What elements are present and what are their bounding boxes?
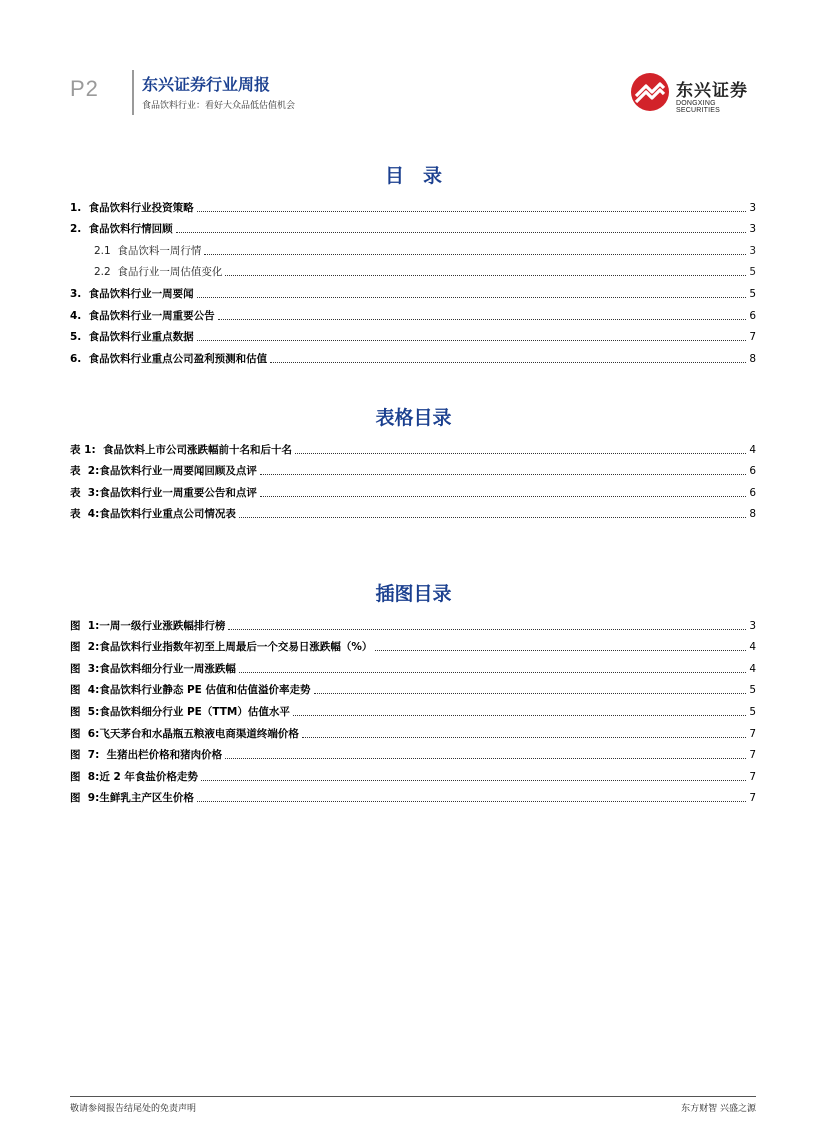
dot-leader: [218, 319, 747, 320]
toc-entry-title: 2.2 食品行业一周估值变化: [94, 266, 223, 279]
dot-leader: [201, 780, 746, 781]
figure-toc-entry[interactable]: [70, 611, 756, 633]
company-logo: [630, 72, 760, 116]
dot-leader: [302, 737, 746, 738]
toc-entry-page: 6: [749, 309, 756, 322]
toc-entry-title: 图 9:生鲜乳主产区生价格: [70, 792, 194, 805]
tables-toc-heading: 表格目录: [375, 407, 452, 429]
dot-leader: [375, 650, 746, 651]
toc-entry-title: 表 3:食品饮料行业一周重要公告和点评: [70, 486, 257, 499]
table-toc-entry[interactable]: [70, 478, 756, 500]
toc-entry[interactable]: [70, 344, 756, 366]
toc-entry-title: 图 1:一周一级行业涨跌幅排行榜: [70, 619, 226, 632]
header-divider: [132, 70, 134, 115]
footer-divider: [70, 1096, 756, 1097]
figure-toc-entry[interactable]: [70, 719, 756, 741]
report-subtitle: 食品饮料行业：看好大众品低估值机会: [142, 101, 296, 111]
logo-mark-icon: [630, 72, 670, 112]
dot-leader: [225, 758, 746, 759]
toc-entry-page: 7: [749, 749, 756, 762]
toc-entry-page: 3: [749, 244, 756, 257]
toc-entry-title: 图 5:食品饮料细分行业 PE（TTM）估值水平: [70, 705, 290, 718]
toc-subentry[interactable]: [70, 236, 756, 258]
toc-list: [70, 193, 756, 366]
toc-entry-title: 表 4:食品饮料行业重点公司情况表: [70, 508, 236, 521]
dot-leader: [197, 297, 747, 298]
toc-heading: 目 录: [384, 165, 442, 187]
dot-leader: [260, 474, 746, 475]
dot-leader: [260, 496, 746, 497]
dot-leader: [225, 275, 746, 276]
toc-entry-page: 3: [749, 619, 756, 632]
figure-toc-entry[interactable]: [70, 762, 756, 784]
page-header: [0, 0, 827, 130]
toc-entry-page: 7: [749, 792, 756, 805]
toc-entry-page: 8: [749, 352, 756, 365]
toc-entry-title: 图 3:食品饮料细分行业一周涨跌幅: [70, 662, 236, 675]
dot-leader: [270, 362, 746, 363]
toc-entry-page: 4: [749, 662, 756, 675]
dot-leader: [314, 693, 747, 694]
figure-toc-entry[interactable]: [70, 741, 756, 763]
toc-entry[interactable]: [70, 279, 756, 301]
dot-leader: [176, 232, 747, 233]
dot-leader: [239, 672, 746, 673]
tables-toc-list: [70, 435, 756, 521]
toc-entry-page: 8: [749, 508, 756, 521]
toc-entry-title: 图 2:食品饮料行业指数年初至上周最后一个交易日涨跌幅（%）: [70, 641, 373, 654]
toc-entry[interactable]: [70, 215, 756, 237]
table-toc-entry[interactable]: [70, 457, 756, 479]
figure-toc-entry[interactable]: [70, 697, 756, 719]
toc-entry[interactable]: [70, 323, 756, 345]
toc-entry-title: 图 6:飞天茅台和水晶瓶五粮液电商渠道终端价格: [70, 727, 299, 740]
dot-leader: [204, 254, 746, 255]
toc-entry-title: 6. 食品饮料行业重点公司盈利预测和估值: [70, 352, 268, 365]
toc-entry-title: 2.1 食品饮料一周行情: [94, 244, 202, 257]
dot-leader: [239, 517, 746, 518]
toc-entry-page: 5: [749, 705, 756, 718]
figures-toc-heading: 插图目录: [375, 583, 452, 605]
toc-entry-title: 1. 食品饮料行业投资策略: [70, 201, 194, 214]
table-toc-entry[interactable]: [70, 435, 756, 457]
figures-toc-list: [70, 611, 756, 805]
toc-entry-title: 图 7: 生猪出栏价格和猪肉价格: [70, 749, 223, 762]
table-toc-entry[interactable]: [70, 500, 756, 522]
toc-entry-title: 3. 食品饮料行业一周要闻: [70, 287, 194, 300]
toc-entry-page: 6: [749, 465, 756, 478]
toc-entry-title: 表 1: 食品饮料上市公司涨跌幅前十名和后十名: [70, 443, 292, 456]
page-number: P2: [70, 76, 99, 101]
toc-entry-title: 5. 食品饮料行业重点数据: [70, 331, 194, 344]
figure-toc-entry[interactable]: [70, 676, 756, 698]
toc-entry-title: 图 4:食品饮料行业静态 PE 估值和估值溢价率走势: [70, 684, 311, 697]
toc-entry-page: 3: [749, 223, 756, 236]
report-title: 东兴证券行业周报: [142, 75, 271, 94]
toc-subentry[interactable]: [70, 258, 756, 280]
logo-text-en: DONGXING SECURITIES: [676, 100, 721, 114]
toc-entry-page: 4: [749, 641, 756, 654]
footer-disclaimer: 敬请参阅报告结尾处的免责声明: [70, 1104, 197, 1114]
toc-entry-page: 5: [749, 287, 756, 300]
toc-entry-page: 6: [749, 486, 756, 499]
toc-entry-page: 4: [749, 443, 756, 456]
toc-entry-title: 图 8:近 2 年食盐价格走势: [70, 770, 198, 783]
dot-leader: [197, 211, 747, 212]
toc-entry-page: 7: [749, 727, 756, 740]
toc-entry-page: 5: [749, 684, 756, 697]
footer-slogan: 东方财智 兴盛之源: [681, 1104, 756, 1114]
figure-toc-entry[interactable]: [70, 784, 756, 806]
dot-leader: [228, 629, 746, 630]
logo-text-cn: 东兴证券: [676, 81, 748, 101]
toc-entry-title: 4. 食品饮料行业一周重要公告: [70, 309, 215, 322]
toc-entry-page: 5: [749, 266, 756, 279]
toc-entry-title: 2. 食品饮料行情回顾: [70, 223, 173, 236]
toc-entry-page: 3: [749, 201, 756, 214]
dot-leader: [197, 340, 747, 341]
toc-entry-page: 7: [749, 770, 756, 783]
dot-leader: [295, 453, 746, 454]
dot-leader: [293, 715, 746, 716]
toc-entry[interactable]: [70, 193, 756, 215]
figure-toc-entry[interactable]: [70, 654, 756, 676]
dot-leader: [197, 801, 746, 802]
toc-entry-title: 表 2:食品饮料行业一周要闻回顾及点评: [70, 465, 257, 478]
figure-toc-entry[interactable]: [70, 633, 756, 655]
toc-entry[interactable]: [70, 301, 756, 323]
toc-entry-page: 7: [749, 331, 756, 344]
